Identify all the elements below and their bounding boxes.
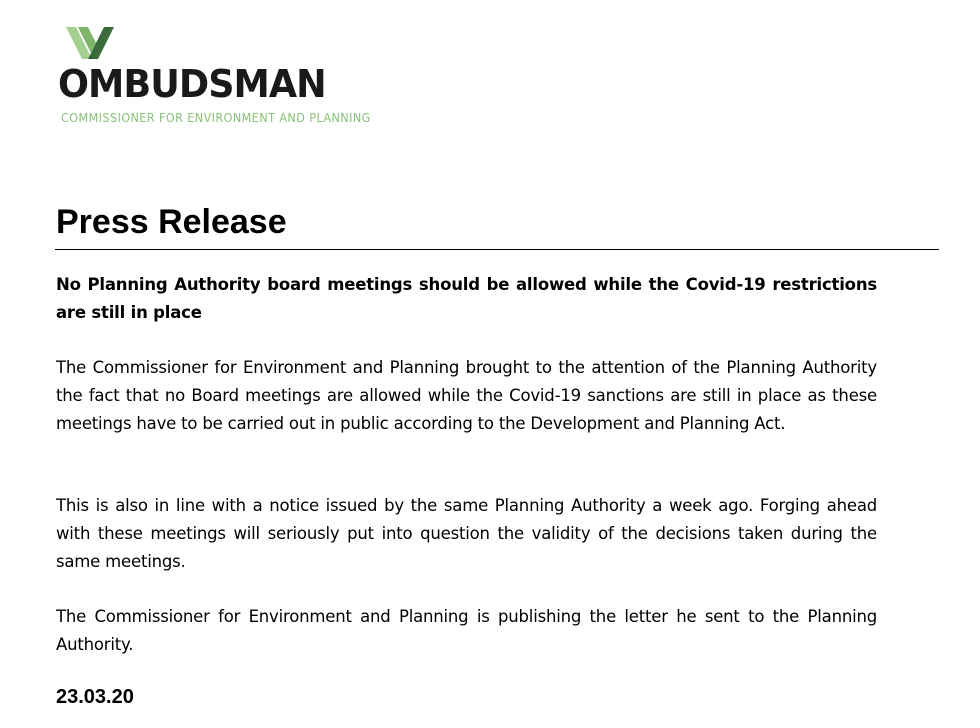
release-date: 23.03.20 <box>56 686 134 708</box>
ombudsman-logo-icon <box>66 27 116 59</box>
headline: No Planning Authority board meetings should be allowed while the Covid-19 restrictions are still in place <box>56 275 877 322</box>
paragraph-1: The Commissioner for Environment and Planning brought to the attention of the Planning Authority the fact that no Board meetings are allowed while the Covid-19 sanctions are still in place as these meetings have to be carried out in public according to the Development and Planning Act. <box>56 358 877 433</box>
title-divider <box>55 249 939 250</box>
paragraph-3: The Commissioner for Environment and Planning is publishing the letter he sent to the Planning Authority. <box>56 607 877 654</box>
logo-wordmark: OMBUDSMAN <box>58 62 326 106</box>
logo-subtitle: COMMISSIONER FOR ENVIRONMENT AND PLANNING <box>61 110 371 125</box>
paragraph-2: This is also in line with a notice issued by the same Planning Authority a week ago. Forging ahead with these meetings will seriously put into question the validity of the decisions taken during the same meetings. <box>56 496 877 571</box>
page-title: Press Release <box>56 203 287 241</box>
